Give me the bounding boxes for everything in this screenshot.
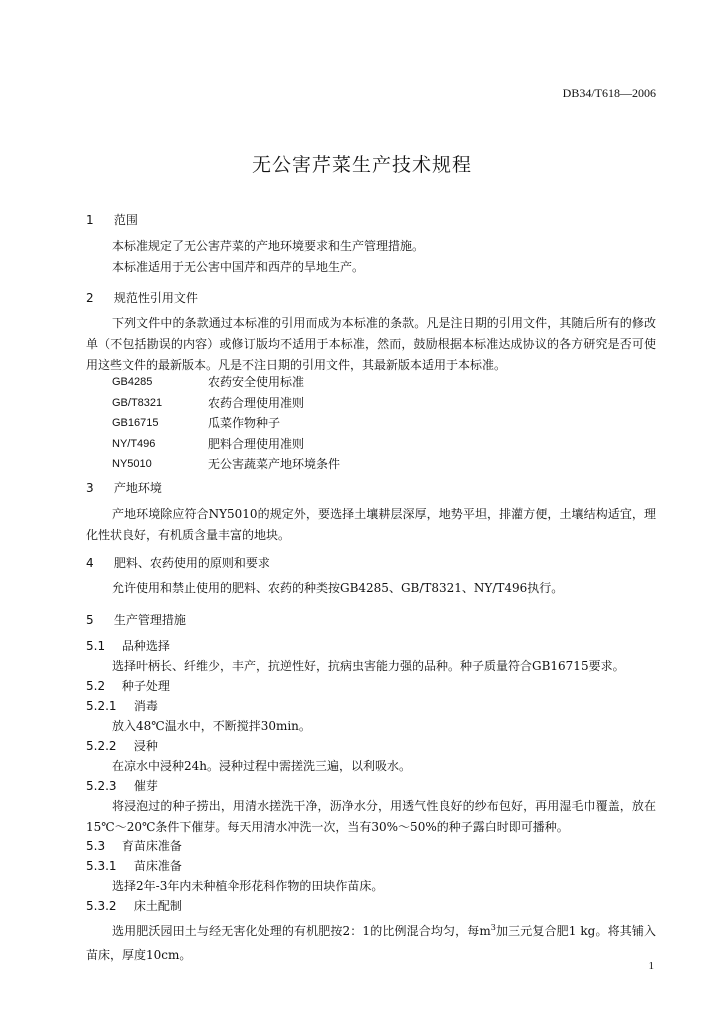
section-title: 产地环境 [113,481,162,495]
section-title: 催芽 [133,779,158,793]
paragraph-text: 加三元复合肥1 kg。将其铺入苗床，厚度10cm。 [86,924,657,962]
paragraph: 允许使用和禁止使用的肥料、农药的种类按GB4285、GB/T8321、NY/T496执行。 [112,581,564,595]
section-title: 种子处理 [121,679,170,693]
section-title: 生产管理措施 [113,613,186,627]
section-3-heading [86,478,656,499]
section-number: 5.3 [86,839,106,853]
paragraph: 在凉水中浸种24h。浸种过程中需搓洗三遍，以利吸水。 [112,759,412,773]
subsection-heading [86,636,656,657]
section-5-heading [86,610,656,631]
superscript: 3 [490,923,496,932]
section-number: 5.3.1 [86,859,117,873]
reference-item [86,393,656,414]
paragraph: 将浸泡过的种子捞出，用清水搓洗干净，沥净水分，用透气性良好的纱布包好，再用湿毛巾覆盖，放在15℃～20℃条件下催芽。每天用清水冲洗一次，当有30%～50%的种子露白时即可播种。 [86,799,656,834]
paragraph: 产地环境除应符合NY5010的规定外，要选择土壤耕层深厚，地势平坦，排灌方便，土壤结构适宜，理化性状良好，有机质含量丰富的地块。 [86,507,656,542]
reference-item [86,434,656,455]
section-title: 浸种 [133,739,158,753]
section-number: 3 [86,481,94,495]
section-title: 范围 [113,213,138,227]
reference-code: NY5010 [112,458,152,470]
reference-item [86,413,656,434]
subsubsection-heading [86,696,656,717]
section-title: 育苗床准备 [121,839,182,853]
reference-code: GB4285 [112,376,153,388]
section-title: 床土配制 [133,899,182,913]
document-code: DB34/T618—2006 [562,86,656,100]
section-number: 5.3.2 [86,899,117,913]
reference-item [86,372,656,393]
section-number: 5 [86,613,94,627]
paragraph-text: 选用肥沃园田土与经无害化处理的有机肥按2：1的比例混合均匀，每m [112,924,491,938]
reference-name: 肥料合理使用准则 [208,436,305,451]
paragraph: 本标准适用于无公害中国芹和西芹的旱地生产。 [112,260,365,274]
reference-name: 农药安全使用标准 [208,375,305,389]
reference-code: GB/T8321 [112,396,163,409]
paragraph: 选择叶柄长、纤维少，丰产，抗逆性好，抗病虫害能力强的品种。种子质量符合GB16715要求。 [112,659,625,673]
subsubsection-heading [86,856,656,877]
section-number: 1 [86,213,94,227]
section-number: 2 [86,291,94,305]
reference-item [86,454,656,475]
subsubsection-heading [86,776,656,797]
subsection-heading [86,836,656,857]
reference-name: 瓜菜作物种子 [208,416,281,430]
subsubsection-heading [86,736,656,757]
reference-code: GB16715 [112,417,159,429]
paragraph: 选择2年-3年内未种植伞形花科作物的田块作苗床。 [112,879,384,893]
page-number: 1 [648,960,654,972]
section-4-heading [86,553,656,574]
subsubsection-heading [86,896,656,917]
section-title: 肥料、农药使用的原则和要求 [113,556,270,570]
paragraph: 下列文件中的条款通过本标准的引用而成为本标准的条款。凡是注日期的引用文件，其随后所有的修改单（不包括勘误的内容）或修订版均不适用于本标准，然而，鼓励根据本标准达成协议的各方研究是否可使用这些文件的最新版本。凡是不注日期的引用文件，其最新版本适用于本标准。 [86,316,656,372]
section-1-heading [86,210,656,231]
section-title: 苗床准备 [133,859,182,873]
reference-list [86,372,656,475]
section-title: 规范性引用文件 [113,291,198,305]
reference-code: NY/T496 [112,437,156,450]
reference-name: 农药合理使用准则 [208,395,305,410]
section-number: 5.2.1 [86,699,117,713]
document-title: 无公害芹菜生产技术规程 [251,154,472,176]
section-number: 5.1 [86,639,106,653]
paragraph: 本标准规定了无公害芹菜的产地环境要求和生产管理措施。 [112,239,425,253]
section-2-heading [86,288,656,309]
subsection-heading [86,676,656,697]
section-number: 5.2.3 [86,779,117,793]
section-title: 消毒 [133,699,158,713]
paragraph: 放入48℃温水中，不断搅拌30min。 [112,719,311,733]
section-number: 5.2.2 [86,739,117,753]
section-title: 品种选择 [121,639,170,653]
reference-name: 无公害蔬菜产地环境条件 [208,457,341,471]
paragraph [86,916,656,967]
section-number: 4 [86,556,94,570]
section-number: 5.2 [86,679,106,693]
